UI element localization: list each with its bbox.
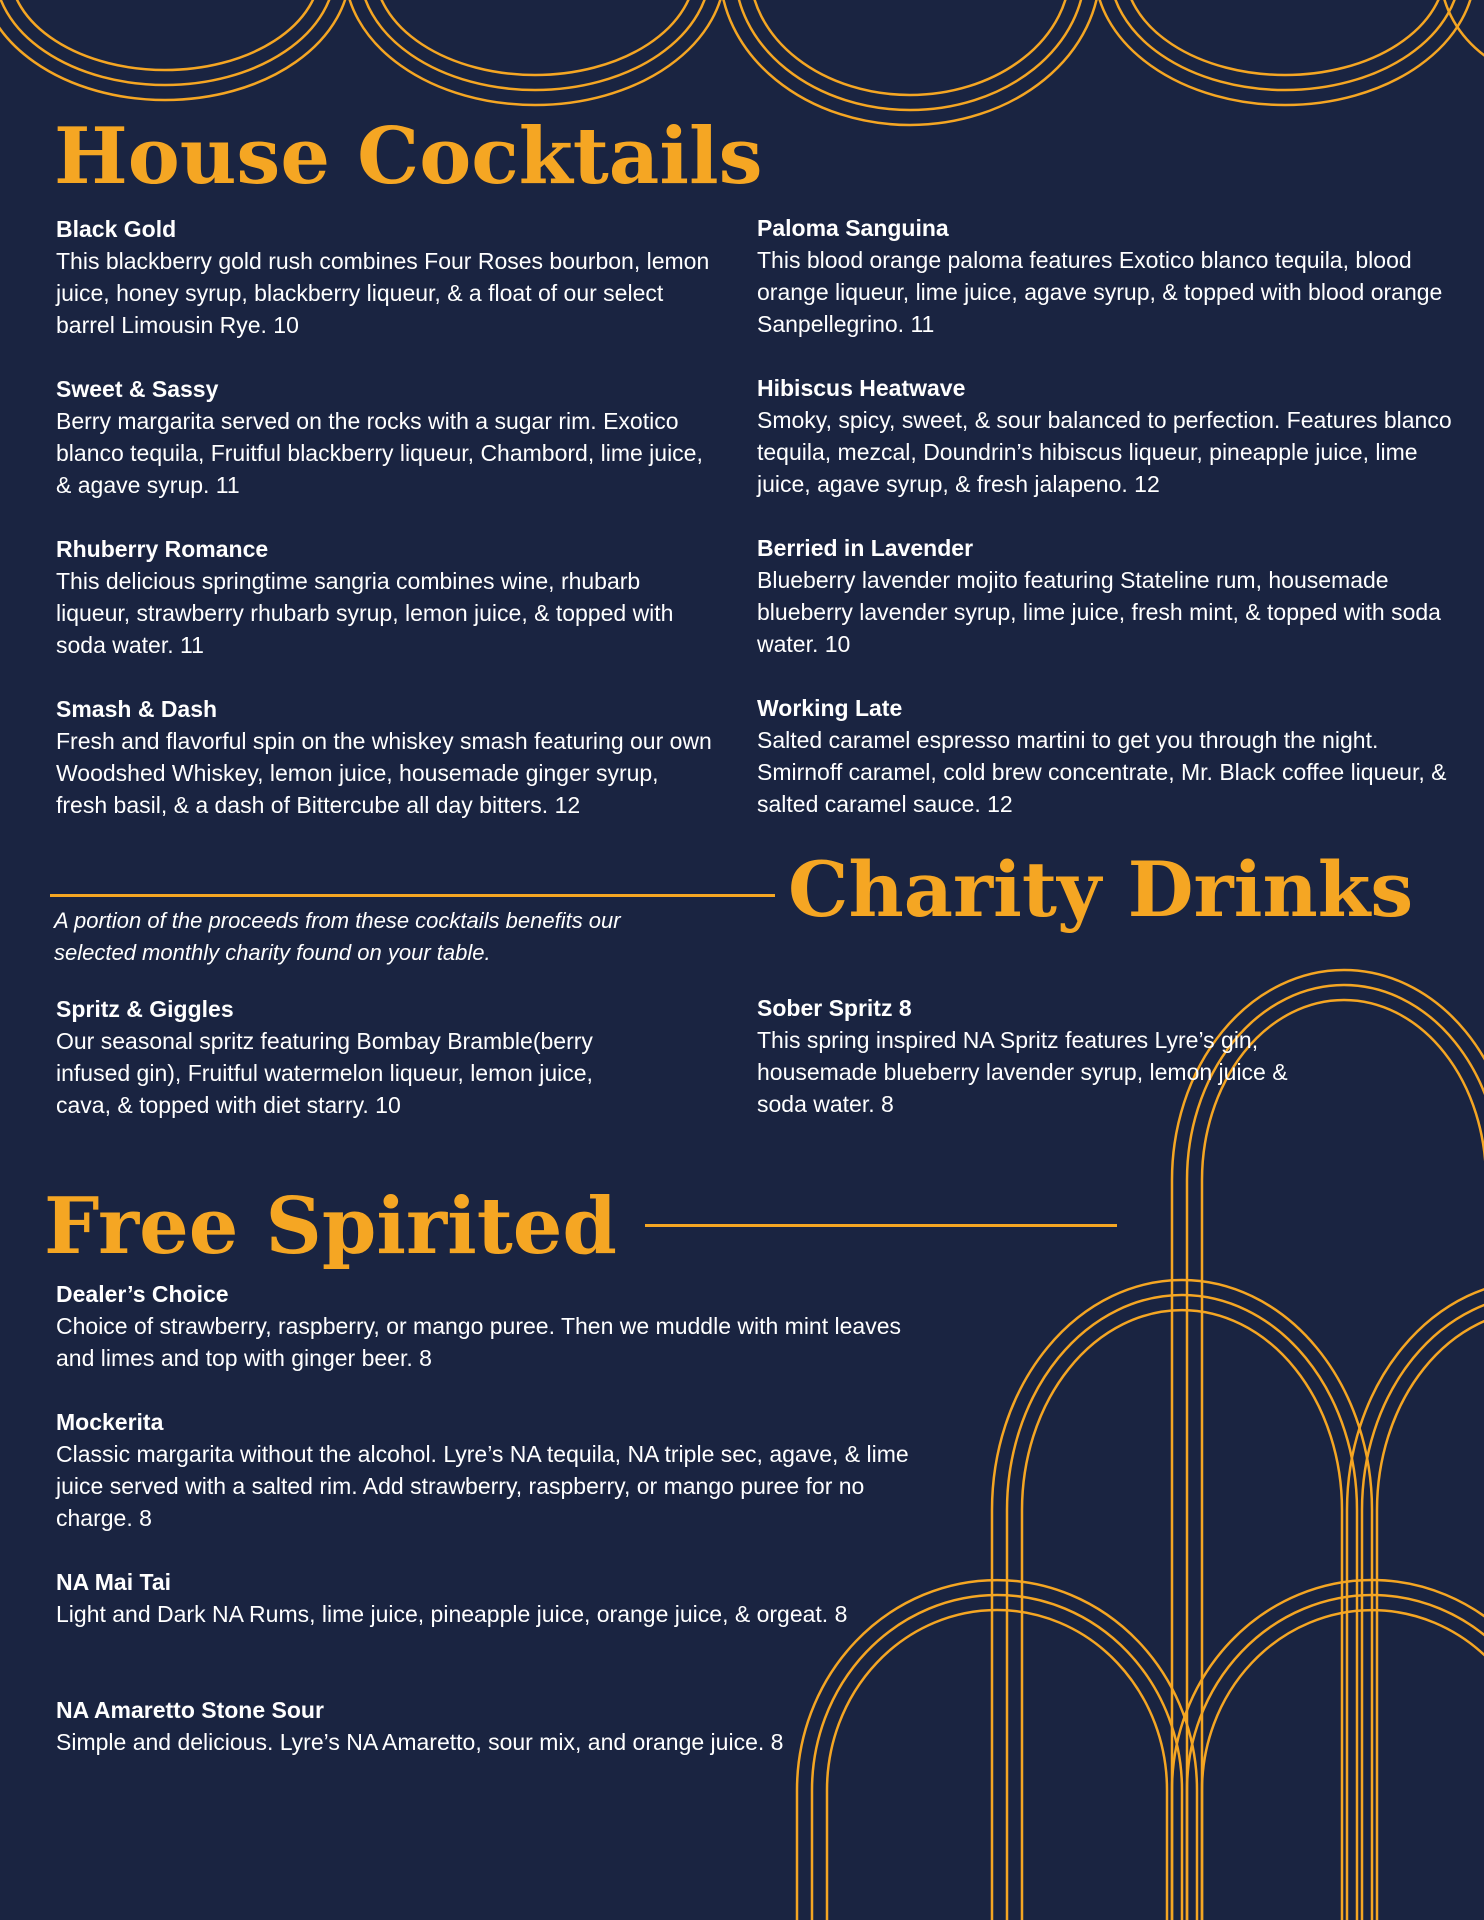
menu-item-name: Spritz & Giggles bbox=[56, 996, 234, 1022]
menu-item-name: Paloma Sanguina bbox=[757, 215, 949, 241]
menu-item-na-amaretto-stone-sour bbox=[56, 1694, 796, 1758]
menu-item-description: Simple and delicious. Lyre’s NA Amaretto, sour mix, and orange juice. 8 bbox=[56, 1729, 784, 1755]
menu-item-description: Blueberry lavender mojito featuring Stateline rum, housemade blueberry lavender syrup, lime juice, fresh mint, & topped with soda water. 10 bbox=[757, 567, 1441, 657]
menu-item-name: Working Late bbox=[757, 695, 903, 721]
menu-item-description: Salted caramel espresso martini to get you through the night. Smirnoff caramel, cold brew concentrate, Mr. Black coffee liqueur, & salted caramel sauce. 12 bbox=[757, 727, 1447, 817]
menu-item-hibiscus-heatwave bbox=[757, 372, 1457, 500]
menu-item-berried-in-lavender bbox=[757, 532, 1457, 660]
right-mid-arches bbox=[992, 1280, 1484, 1920]
right-low-arches bbox=[797, 1580, 1484, 1920]
menu-item-dealers-choice bbox=[56, 1278, 936, 1374]
menu-item-name: Sober Spritz 8 bbox=[757, 995, 912, 1021]
menu-item-black-gold bbox=[56, 213, 716, 341]
menu-item-description: This blood orange paloma features Exotico blanco tequila, blood orange liqueur, lime juice, agave syrup, & topped with blood orange Sanpellegrino. 11 bbox=[757, 247, 1443, 337]
menu-item-name: Black Gold bbox=[56, 216, 177, 242]
menu-item-name: Mockerita bbox=[56, 1409, 164, 1435]
menu-item-description: Fresh and flavorful spin on the whiskey smash featuring our own Woodshed Whiskey, lemon juice, housemade ginger syrup, fresh basil, & a dash of Bittercube all day bitters. 12 bbox=[56, 728, 712, 818]
menu-item-name: NA Amaretto Stone Sour bbox=[56, 1697, 324, 1723]
menu-item-description: Berry margarita served on the rocks with a sugar rim. Exotico blanco tequila, Fruitful blackberry liqueur, Chambord, lime juice, & agave syrup. 11 bbox=[56, 408, 703, 498]
menu-item-description: Our seasonal spritz featuring Bombay Bramble(berry infused gin), Fruitful watermelon liqueur, lemon juice, cava, & topped with diet starry. 10 bbox=[56, 1028, 593, 1118]
charity-drinks-heading: Charity Drinks bbox=[788, 845, 1414, 934]
menu-item-description: Classic margarita without the alcohol. Lyre’s NA tequila, NA triple sec, agave, & lime juice served with a salted rim. Add strawberry, raspberry, or mango puree for no charge. 8 bbox=[56, 1441, 909, 1531]
menu-item-paloma-sanguina bbox=[757, 212, 1457, 340]
menu-item-name: Smash & Dash bbox=[56, 696, 218, 722]
charity-note: A portion of the proceeds from these cocktails benefits our selected monthly charity found on your table. bbox=[54, 908, 621, 965]
menu-item-sober-spritz bbox=[757, 992, 1317, 1120]
menu-item-description: Light and Dark NA Rums, lime juice, pineapple juice, orange juice, & orgeat. 8 bbox=[56, 1601, 848, 1627]
menu-item-smash-and-dash bbox=[56, 693, 716, 821]
menu-item-name: Berried in Lavender bbox=[757, 535, 974, 561]
menu-item-description: This spring inspired NA Spritz features Lyre’s gin, housemade blueberry lavender syrup, lemon juice & soda water. 8 bbox=[757, 1027, 1288, 1117]
menu-item-name: Rhuberry Romance bbox=[56, 536, 269, 562]
menu-item-na-mai-tai bbox=[56, 1566, 896, 1630]
menu-item-mockerita bbox=[56, 1406, 936, 1534]
menu-item-rhuberry-romance bbox=[56, 533, 716, 661]
free-spirited-divider-line bbox=[645, 1224, 1117, 1227]
house-cocktails-heading: House Cocktails bbox=[54, 111, 763, 202]
menu-item-description: Smoky, spicy, sweet, & sour balanced to perfection. Features blanco tequila, mezcal, Doundrin’s hibiscus liqueur, pineapple juice, lime juice, agave syrup, & fresh jalapeno. 12 bbox=[757, 407, 1452, 497]
menu-item-description: Choice of strawberry, raspberry, or mango puree. Then we muddle with mint leaves and limes and top with ginger beer. 8 bbox=[56, 1313, 901, 1371]
menu-item-name: Dealer’s Choice bbox=[56, 1281, 229, 1307]
menu-item-description: This delicious springtime sangria combines wine, rhubarb liqueur, strawberry rhubarb syrup, lemon juice, & topped with soda water. 11 bbox=[56, 568, 674, 658]
menu-item-sweet-and-sassy bbox=[56, 373, 716, 501]
top-scallop-arcs bbox=[0, 0, 1484, 125]
menu-item-name: Hibiscus Heatwave bbox=[757, 375, 966, 401]
menu-item-working-late bbox=[757, 692, 1457, 820]
menu-item-description: This blackberry gold rush combines Four Roses bourbon, lemon juice, honey syrup, blackberry liqueur, & a float of our select barrel Limousin Rye. 10 bbox=[56, 248, 710, 338]
menu-item-spritz-and-giggles bbox=[56, 993, 616, 1121]
menu-item-name: NA Mai Tai bbox=[56, 1569, 172, 1595]
menu-item-name: Sweet & Sassy bbox=[56, 376, 219, 402]
charity-divider-line bbox=[50, 894, 775, 897]
free-spirited-heading: Free Spirited bbox=[44, 1181, 617, 1272]
